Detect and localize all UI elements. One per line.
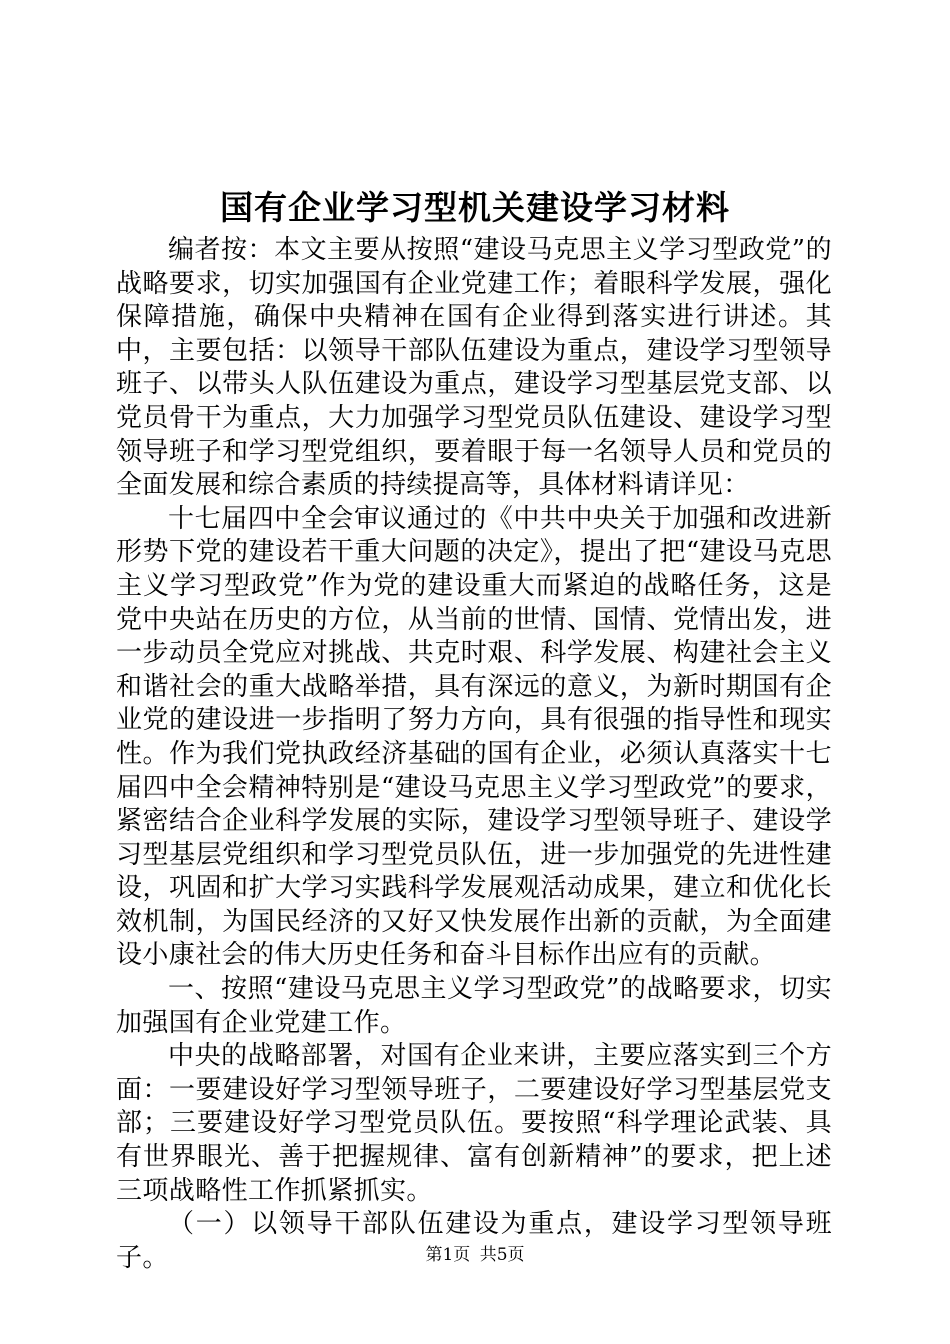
section-heading-1: 一、按照“建设马克思主义学习型政党”的战略要求，切实加强国有企业党建工作。 [116, 974, 832, 1038]
page-number: 第1页 [425, 1245, 471, 1265]
document-body [116, 234, 832, 1275]
document-title: 国有企业学习型机关建设学习材料 [220, 188, 730, 227]
paragraph-editor-note: 编者按：本文主要从按照“建设马克思主义学习型政党”的战略要求，切实加强国有企业党建工作；着眼科学发展，强化保障措施，确保中央精神在国有企业得到落实进行讲述。其中，主要包括：以领导干部队伍建设为重点，建设学习型领导班子、以带头人队伍建设为重点，建设学习型基层党支部、以党员骨干为重点，大力加强学习型党员队伍建设、建设学习型领导班子和学习型党组织，要着眼于每一名领导人员和党员的全面发展和综合素质的持续提高等，具体材料请详见： [116, 235, 832, 501]
subsection-heading-1: （一）以领导干部队伍建设为重点，建设学习型领导班子。 [116, 1209, 832, 1273]
paragraph-intro: 十七届四中全会审议通过的《中共中央关于加强和改进新形势下党的建设若干重大问题的决定》，提出了把“建设马克思主义学习型政党”作为党的建设重大而紧迫的战略任务，这是党中央站在历史的方位，从当前的世情、国情、党情出发，进一步动员全党应对挑战、共克时艰、科学发展、构建社会主义和谐社会的重大战略举措，具有深远的意义，为新时期国有企业党的建设进一步指明了努力方向，具有很强的指导性和现实性。作为我们党执政经济基础的国有企业，必须认真落实十七届四中全会精神特别是“建设马克思主义学习型政党”的要求，紧密结合企业科学发展的实际，建设学习型领导班子、建设学习型基层党组织和学习型党员队伍，进一步加强党的先进性建设，巩固和扩大学习实践科学发展观活动成果，建立和优化长效机制，为国民经济的又好又快发展作出新的贡献，为全面建设小康社会的伟大历史任务和奋斗目标作出应有的贡献。 [116, 503, 832, 971]
page-total: 共5页 [479, 1245, 525, 1265]
paragraph-strategy: 中央的战略部署，对国有企业来讲，主要应落实到三个方面：一要建设好学习型领导班子，二要建设好学习型基层党支部；三要建设好学习型党员队伍。要按照“科学理论武装、具有世界眼光、善于把握规律、富有创新精神”的要求，把上述三项战略性工作抓紧抓实。 [116, 1041, 832, 1206]
page-footer [0, 1244, 950, 1266]
